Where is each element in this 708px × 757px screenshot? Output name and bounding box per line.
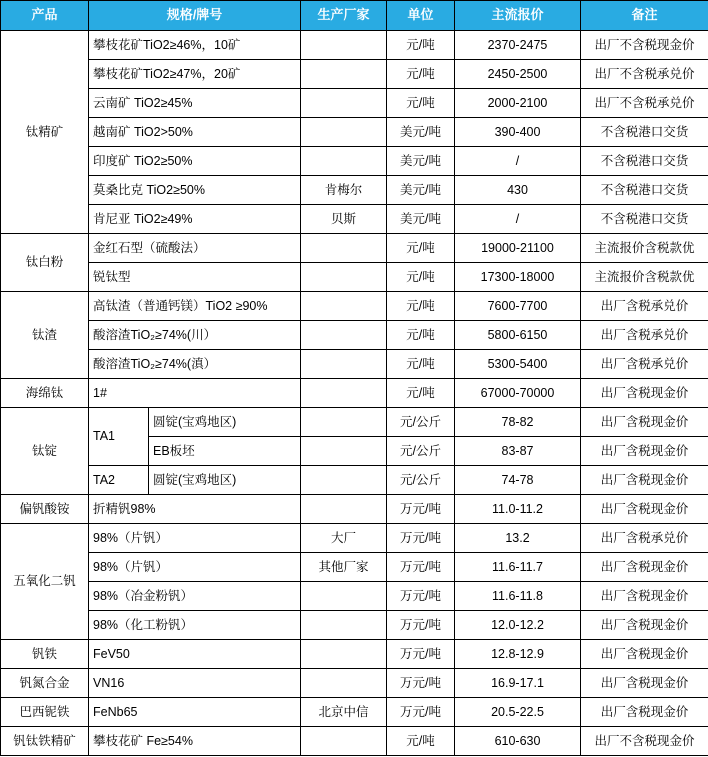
cell-remark: 出厂含税现金价 — [581, 553, 708, 582]
table-row — [1, 176, 708, 205]
table-row — [1, 466, 708, 495]
cell-factory — [301, 611, 387, 640]
cell-factory — [301, 263, 387, 292]
cell-price: 11.6-11.8 — [455, 582, 581, 611]
cell-remark: 出厂含税现金价 — [581, 408, 708, 437]
cell-price: 83-87 — [455, 437, 581, 466]
cell-product: 钒氮合金 — [1, 669, 89, 698]
cell-price: / — [455, 147, 581, 176]
cell-price: 17300-18000 — [455, 263, 581, 292]
cell-factory: 其他厂家 — [301, 553, 387, 582]
cell-factory — [301, 582, 387, 611]
cell-price: 5800-6150 — [455, 321, 581, 350]
cell-spec: VN16 — [89, 669, 301, 698]
table-header — [1, 1, 708, 31]
cell-unit: 美元/吨 — [387, 205, 455, 234]
cell-unit: 元/吨 — [387, 31, 455, 60]
cell-unit: 美元/吨 — [387, 118, 455, 147]
cell-remark: 出厂含税现金价 — [581, 437, 708, 466]
cell-remark: 主流报价含税款优 — [581, 234, 708, 263]
cell-spec: 98%（化工粉钒） — [89, 611, 301, 640]
cell-unit: 万元/吨 — [387, 611, 455, 640]
cell-price: / — [455, 205, 581, 234]
cell-price: 7600-7700 — [455, 292, 581, 321]
cell-remark: 不含税港口交货 — [581, 118, 708, 147]
column-header-price: 主流报价 — [455, 1, 581, 31]
cell-spec-sub: EB板坯 — [149, 437, 301, 466]
table-row — [1, 147, 708, 176]
cell-unit: 元/公斤 — [387, 466, 455, 495]
cell-price: 78-82 — [455, 408, 581, 437]
cell-unit: 万元/吨 — [387, 698, 455, 727]
cell-price: 2450-2500 — [455, 60, 581, 89]
cell-price: 610-630 — [455, 727, 581, 756]
cell-unit: 元/吨 — [387, 89, 455, 118]
cell-price: 11.6-11.7 — [455, 553, 581, 582]
cell-spec: FeV50 — [89, 640, 301, 669]
table-row — [1, 263, 708, 292]
cell-product: 五氧化二钒 — [1, 524, 89, 640]
cell-spec: 酸溶渣TiO₂≥74%(川） — [89, 321, 301, 350]
cell-remark: 不含税港口交货 — [581, 205, 708, 234]
cell-factory — [301, 379, 387, 408]
table-header-row — [1, 1, 708, 31]
table-row — [1, 408, 708, 437]
table-row — [1, 89, 708, 118]
cell-unit: 元/吨 — [387, 234, 455, 263]
column-header-unit: 单位 — [387, 1, 455, 31]
cell-factory — [301, 669, 387, 698]
table-row — [1, 292, 708, 321]
cell-price: 2370-2475 — [455, 31, 581, 60]
cell-price: 19000-21100 — [455, 234, 581, 263]
cell-spec: 酸溶渣TiO₂≥74%(滇） — [89, 350, 301, 379]
cell-remark: 出厂不含税现金价 — [581, 727, 708, 756]
table-row — [1, 698, 708, 727]
cell-factory — [301, 321, 387, 350]
cell-product: 巴西铌铁 — [1, 698, 89, 727]
cell-spec: 莫桑比克 TiO2≥50% — [89, 176, 301, 205]
cell-spec: 98%（片钒） — [89, 524, 301, 553]
cell-factory — [301, 408, 387, 437]
cell-factory — [301, 147, 387, 176]
cell-factory — [301, 60, 387, 89]
table-row — [1, 640, 708, 669]
cell-product: 钛锭 — [1, 408, 89, 495]
cell-remark: 出厂不含税承兑价 — [581, 60, 708, 89]
cell-product: 钒铁 — [1, 640, 89, 669]
cell-product: 钒钛铁精矿 — [1, 727, 89, 756]
cell-spec: 肯尼亚 TiO2≥49% — [89, 205, 301, 234]
table-row — [1, 321, 708, 350]
cell-price: 5300-5400 — [455, 350, 581, 379]
table-row — [1, 582, 708, 611]
cell-remark: 出厂含税承兑价 — [581, 524, 708, 553]
cell-spec: 98%（片钒） — [89, 553, 301, 582]
cell-price: 12.8-12.9 — [455, 640, 581, 669]
cell-product: 海绵钛 — [1, 379, 89, 408]
column-header-spec: 规格/牌号 — [89, 1, 301, 31]
cell-unit: 万元/吨 — [387, 640, 455, 669]
table-row — [1, 350, 708, 379]
column-header-factory: 生产厂家 — [301, 1, 387, 31]
cell-unit: 元/吨 — [387, 350, 455, 379]
cell-product: 钛白粉 — [1, 234, 89, 292]
cell-spec: 1# — [89, 379, 301, 408]
cell-price: 11.0-11.2 — [455, 495, 581, 524]
cell-unit: 元/公斤 — [387, 437, 455, 466]
cell-spec-sub: 圆锭(宝鸡地区) — [149, 466, 301, 495]
cell-factory — [301, 466, 387, 495]
table-row — [1, 669, 708, 698]
cell-factory: 肯梅尔 — [301, 176, 387, 205]
cell-factory: 北京中信 — [301, 698, 387, 727]
cell-factory — [301, 89, 387, 118]
cell-spec: 越南矿 TiO2>50% — [89, 118, 301, 147]
cell-unit: 元/公斤 — [387, 408, 455, 437]
cell-product: 钛渣 — [1, 292, 89, 379]
cell-remark: 出厂含税承兑价 — [581, 321, 708, 350]
table-row — [1, 553, 708, 582]
cell-remark: 出厂含税现金价 — [581, 698, 708, 727]
cell-factory — [301, 727, 387, 756]
cell-unit: 美元/吨 — [387, 147, 455, 176]
cell-remark: 出厂含税现金价 — [581, 379, 708, 408]
cell-remark: 出厂不含税承兑价 — [581, 89, 708, 118]
cell-price: 16.9-17.1 — [455, 669, 581, 698]
cell-remark: 主流报价含税款优 — [581, 263, 708, 292]
cell-factory: 贝斯 — [301, 205, 387, 234]
table-row — [1, 524, 708, 553]
cell-remark: 出厂含税现金价 — [581, 669, 708, 698]
cell-unit: 万元/吨 — [387, 582, 455, 611]
cell-remark: 出厂含税现金价 — [581, 640, 708, 669]
cell-factory — [301, 234, 387, 263]
cell-factory — [301, 31, 387, 60]
table-row — [1, 234, 708, 263]
cell-factory — [301, 118, 387, 147]
cell-spec: 攀枝花矿 Fe≥54% — [89, 727, 301, 756]
table-row — [1, 205, 708, 234]
cell-product: 钛精矿 — [1, 31, 89, 234]
column-header-remark: 备注 — [581, 1, 708, 31]
cell-unit: 元/吨 — [387, 727, 455, 756]
cell-spec: 攀枝花矿TiO2≥47%，20矿 — [89, 60, 301, 89]
table-row — [1, 118, 708, 147]
cell-remark: 不含税港口交货 — [581, 176, 708, 205]
table-row — [1, 31, 708, 60]
cell-product: 偏钒酸铵 — [1, 495, 89, 524]
cell-price: 430 — [455, 176, 581, 205]
table-row — [1, 60, 708, 89]
table-body — [1, 31, 708, 756]
cell-unit: 万元/吨 — [387, 495, 455, 524]
cell-spec: 98%（冶金粉钒） — [89, 582, 301, 611]
cell-unit: 元/吨 — [387, 263, 455, 292]
cell-spec: 攀枝花矿TiO2≥46%，10矿 — [89, 31, 301, 60]
cell-unit: 元/吨 — [387, 379, 455, 408]
cell-spec: FeNb65 — [89, 698, 301, 727]
cell-unit: 元/吨 — [387, 321, 455, 350]
cell-spec: TA2 — [89, 466, 149, 495]
cell-factory — [301, 640, 387, 669]
cell-spec: 高钛渣（普通钙镁）TiO2 ≥90% — [89, 292, 301, 321]
cell-remark: 出厂含税现金价 — [581, 582, 708, 611]
cell-factory — [301, 437, 387, 466]
cell-price: 12.0-12.2 — [455, 611, 581, 640]
cell-unit: 元/吨 — [387, 292, 455, 321]
cell-remark: 出厂不含税现金价 — [581, 31, 708, 60]
cell-price: 67000-70000 — [455, 379, 581, 408]
cell-price: 13.2 — [455, 524, 581, 553]
cell-factory — [301, 292, 387, 321]
cell-factory — [301, 350, 387, 379]
cell-remark: 出厂含税现金价 — [581, 611, 708, 640]
table-row — [1, 611, 708, 640]
cell-unit: 美元/吨 — [387, 176, 455, 205]
cell-remark: 出厂含税承兑价 — [581, 292, 708, 321]
table-row — [1, 495, 708, 524]
cell-spec-sub: 圆锭(宝鸡地区) — [149, 408, 301, 437]
cell-remark: 出厂含税承兑价 — [581, 350, 708, 379]
cell-spec: 云南矿 TiO2≥45% — [89, 89, 301, 118]
cell-price: 20.5-22.5 — [455, 698, 581, 727]
cell-price: 2000-2100 — [455, 89, 581, 118]
table-row — [1, 727, 708, 756]
cell-remark: 不含税港口交货 — [581, 147, 708, 176]
cell-unit: 万元/吨 — [387, 553, 455, 582]
cell-factory: 大厂 — [301, 524, 387, 553]
cell-remark: 出厂含税现金价 — [581, 466, 708, 495]
column-header-product: 产品 — [1, 1, 89, 31]
cell-remark: 出厂含税现金价 — [581, 495, 708, 524]
cell-spec: TA1 — [89, 408, 149, 466]
cell-spec: 锐钛型 — [89, 263, 301, 292]
cell-factory — [301, 495, 387, 524]
cell-price: 74-78 — [455, 466, 581, 495]
cell-price: 390-400 — [455, 118, 581, 147]
cell-unit: 元/吨 — [387, 60, 455, 89]
cell-unit: 万元/吨 — [387, 669, 455, 698]
cell-spec: 折精钒98% — [89, 495, 301, 524]
cell-unit: 万元/吨 — [387, 524, 455, 553]
cell-spec: 金红石型（硫酸法） — [89, 234, 301, 263]
table-row — [1, 379, 708, 408]
cell-spec: 印度矿 TiO2≥50% — [89, 147, 301, 176]
